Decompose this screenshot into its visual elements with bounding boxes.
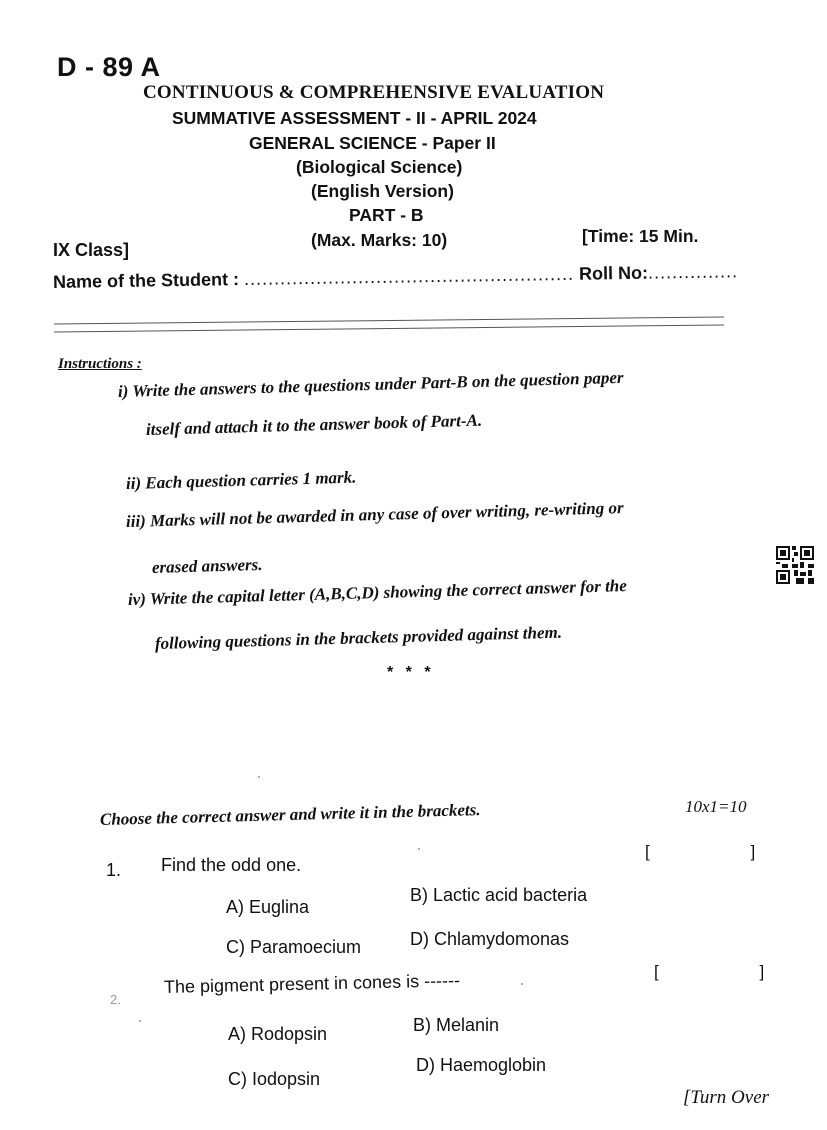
instruction-line: itself and attach it to the answer book of Part-A. (145, 410, 483, 439)
turn-over-note: [Turn Over (683, 1087, 770, 1108)
question-number: 2. (110, 992, 121, 1007)
scan-speck (139, 1020, 141, 1022)
answer-bracket[interactable]: [ ] (645, 842, 804, 861)
paper-code: D - 89 A (57, 52, 161, 82)
student-details-row (53, 261, 738, 293)
instruction-line: following questions in the brackets provided against them. (154, 622, 563, 653)
scan-speck (418, 848, 420, 850)
assessment-title: SUMMATIVE ASSESSMENT - II - APRIL 2024 (172, 108, 537, 128)
answer-bracket[interactable]: [ ] (654, 962, 813, 981)
time-allowed: [Time: 15 Min. (582, 226, 699, 246)
part-title: PART - B (349, 205, 424, 225)
name-label: Name of the Student : (52, 269, 240, 292)
section-heading: Choose the correct answer and write it in the brackets. (99, 800, 481, 829)
separator-stars: * * * (387, 664, 435, 681)
subject-title: GENERAL SCIENCE - Paper II (249, 133, 496, 153)
max-marks: (Max. Marks: 10) (311, 230, 448, 250)
section-marks: 10x1=10 (685, 797, 747, 816)
evaluation-title: CONTINUOUS & COMPREHENSIVE EVALUATION (143, 82, 605, 103)
branch-title: (Biological Science) (296, 157, 463, 177)
instruction-line: ii) Each question carries 1 mark. (125, 467, 357, 493)
option-a: A) Euglina (226, 897, 310, 917)
option-c: C) Iodopsin (228, 1069, 321, 1089)
question-text: Find the odd one. (161, 855, 302, 875)
instructions-title: Instructions : (58, 356, 142, 372)
option-d: D) Haemoglobin (416, 1055, 547, 1075)
question-text: The pigment present in cones is ------ (163, 970, 461, 997)
option-c: C) Paramoecium (226, 937, 362, 957)
option-b: B) Lactic acid bacteria (410, 885, 588, 905)
divider-bottom (54, 324, 724, 332)
scan-speck (521, 983, 523, 985)
instruction-line: iv) Write the capital letter (A,B,C,D) showing the correct answer for the (127, 576, 628, 609)
name-field[interactable]: ....................................................... (243, 263, 575, 289)
version-title: (English Version) (311, 181, 454, 201)
instruction-line: erased answers. (151, 554, 263, 577)
instruction-line: iii) Marks will not be awarded in any case of over writing, re-writing or (125, 498, 624, 531)
option-a: A) Rodopsin (228, 1024, 328, 1044)
roll-field[interactable]: ............... (647, 261, 739, 283)
roll-label: Roll No: (578, 262, 649, 284)
divider-top (54, 316, 724, 324)
scan-speck (258, 776, 260, 778)
option-b: B) Melanin (413, 1015, 500, 1035)
class-label: IX Class] (53, 240, 130, 260)
instruction-line: i) Write the answers to the questions under Part-B on the question paper (117, 367, 624, 401)
qr-code-icon (776, 546, 814, 584)
option-d: D) Chlamydomonas (410, 929, 570, 949)
question-number: 1. (106, 860, 122, 880)
